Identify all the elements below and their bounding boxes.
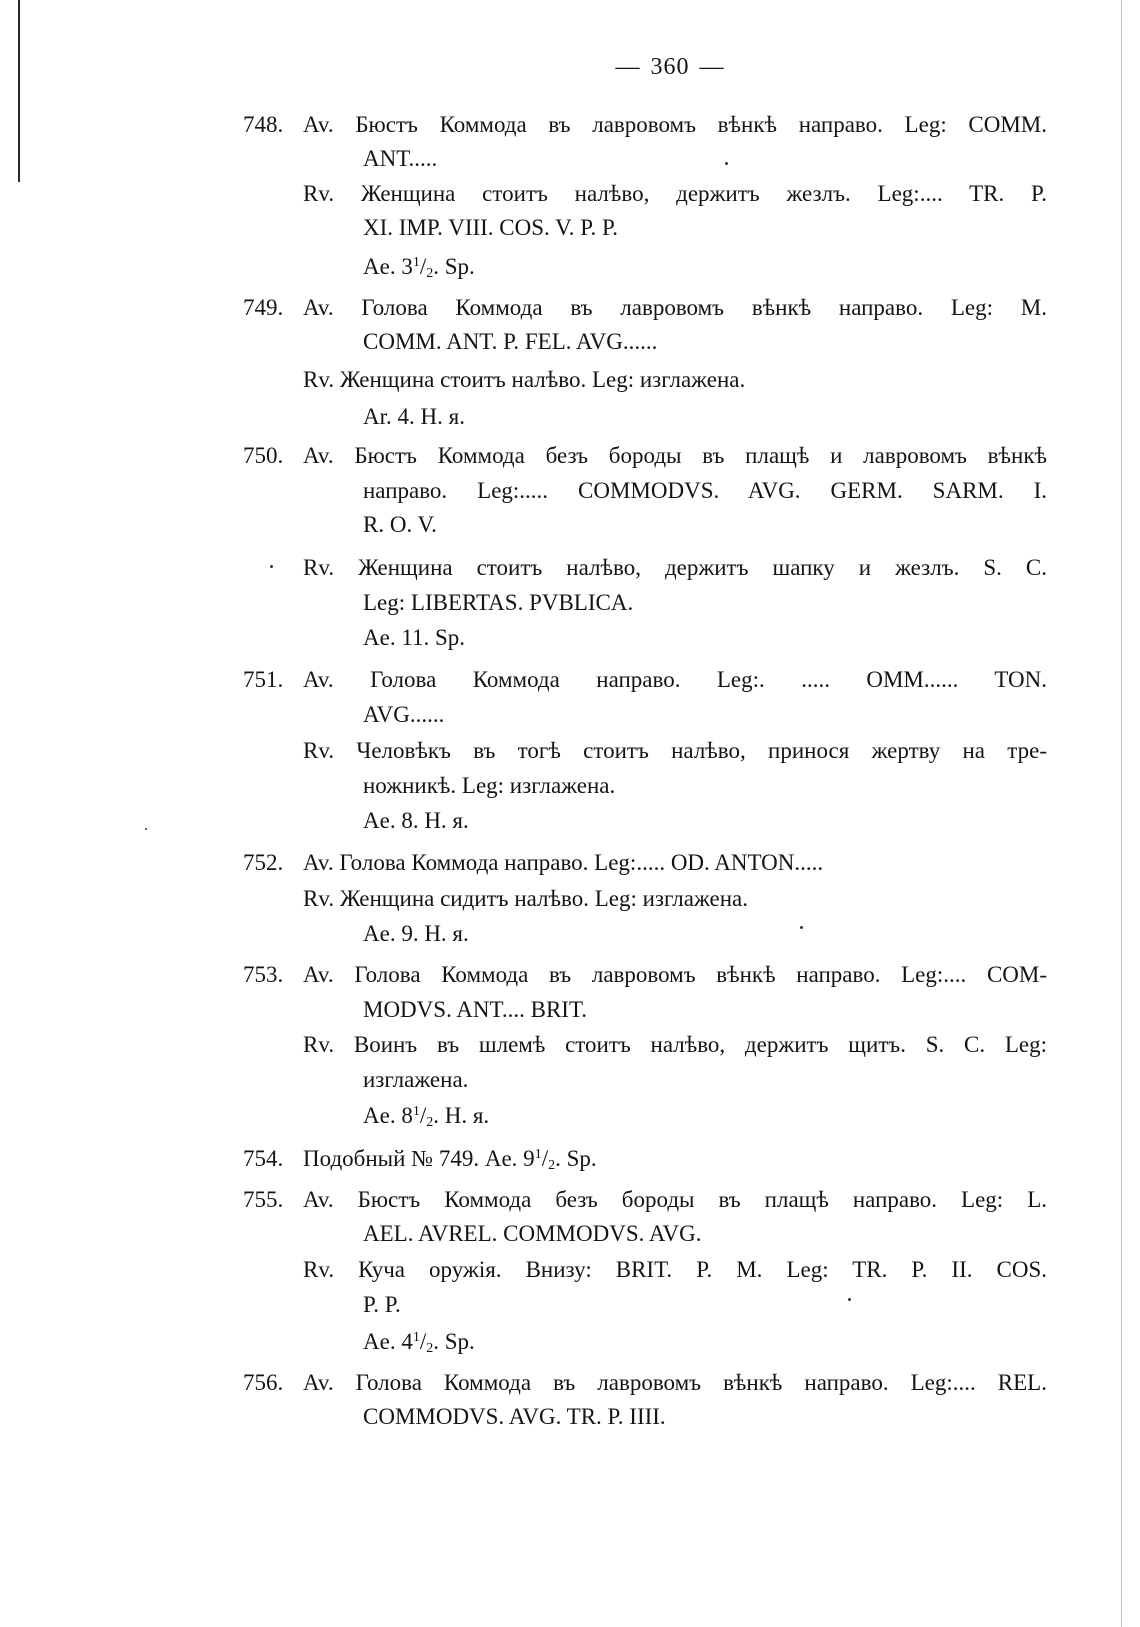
meta-suffix: . H. я. <box>433 1103 490 1128</box>
scan-speck <box>270 565 273 568</box>
reverse-line: Rv. Женщина стоитъ налѣво, держитъ жезлъ. Leg:.... TR. P. <box>303 181 1047 206</box>
meta-suffix: . Sp. <box>555 1146 597 1171</box>
fraction-denominator: 2 <box>426 1341 434 1356</box>
reverse-line: Rv. Человѣкъ въ тогѣ стоитъ налѣво, принося жертву на тре- <box>303 738 1047 763</box>
fraction-denominator: 2 <box>548 1158 556 1173</box>
scan-speck <box>800 926 803 929</box>
obverse-continuation: COMMODVS. AVG. TR. P. IIII. <box>363 1404 666 1429</box>
obverse-line: Av. Бюстъ Коммода въ лавровомъ вѣнкѣ направо. Leg: COMM. <box>303 112 1047 137</box>
scan-speck <box>848 1298 851 1301</box>
meta-suffix: . Sp. <box>433 1329 475 1354</box>
meta-prefix: Ae. 3 <box>363 254 413 279</box>
entry-text <box>303 1144 597 1178</box>
entry-number: 752. <box>243 850 284 875</box>
fraction-numerator: 1 <box>412 1104 420 1119</box>
reverse-line: Rv. Куча оружія. Внизу: BRIT. P. M. Leg: TR. P. II. COS. <box>303 1257 1047 1282</box>
coin-metadata <box>363 1101 489 1135</box>
obverse-continuation: R. O. V. <box>363 512 437 537</box>
obverse-line: Av. Голова Коммода въ лавровомъ вѣнкѣ направо. Leg:.... REL. <box>303 1370 1047 1395</box>
entry-number: 750. <box>243 443 284 468</box>
reverse-continuation: Leg: LIBERTAS. PVBLICA. <box>363 590 634 615</box>
meta-prefix: Ae. 4 <box>363 1329 413 1354</box>
obverse-line: Av. Голова Коммода въ лавровомъ вѣнкѣ направо. Leg: M. <box>303 295 1047 320</box>
meta-suffix: . Sp. <box>433 254 475 279</box>
obverse-continuation: MODVS. ANT.... BRIT. <box>363 997 588 1022</box>
coin-metadata: Ar. 4. H. я. <box>363 404 465 429</box>
meta-prefix: Подобный № 749. Ae. 9 <box>303 1146 535 1171</box>
entry-number: 749. <box>243 295 284 320</box>
coin-metadata: Ae. 11. Sp. <box>363 625 466 650</box>
scan-speck <box>145 828 147 830</box>
obverse-line: Av. Голова Коммода направо. Leg:. ..... OMM...... TON. <box>303 667 1047 692</box>
fraction-numerator: 1 <box>412 255 420 270</box>
entry-number: 748. <box>243 112 284 137</box>
obverse-continuation: AEL. AVREL. COMMODVS. AVG. <box>363 1221 702 1246</box>
fraction-denominator: 2 <box>426 1115 434 1130</box>
obverse-line: Av. Голова Коммода направо. Leg:..... OD. ANTON..... <box>303 850 824 875</box>
entry-number: 753. <box>243 962 284 987</box>
reverse-line: Rv. Женщина сидитъ налѣво. Leg: изглажена. <box>303 886 749 911</box>
coin-metadata <box>363 1327 475 1361</box>
coin-metadata: Ae. 9. H. я. <box>363 921 469 946</box>
reverse-line: Rv. Женщина стоитъ налѣво. Leg: изглажена. <box>303 367 746 392</box>
obverse-line: Av. Бюстъ Коммода безъ бороды въ плащѣ направо. Leg: L. <box>303 1187 1047 1212</box>
right-edge-rule <box>1121 0 1122 1627</box>
reverse-continuation: XI. IMP. VIII. COS. V. P. P. <box>363 215 618 240</box>
fraction-slash: / <box>419 254 427 279</box>
fraction-slash: / <box>419 1329 427 1354</box>
reverse-continuation: ножникѣ. Leg: изглажена. <box>363 773 616 798</box>
obverse-continuation: AVG...... <box>363 702 445 727</box>
page-number: — 360 — <box>615 54 725 80</box>
fraction-denominator: 2 <box>426 266 434 281</box>
coin-metadata <box>363 252 475 286</box>
scan-speck <box>725 162 728 165</box>
entry-number: 751. <box>243 667 284 692</box>
fraction-slash: / <box>419 1103 427 1128</box>
entry-number: 755. <box>243 1187 284 1212</box>
coin-metadata: Ae. 8. H. я. <box>363 808 469 833</box>
obverse-line: Av. Голова Коммода въ лавровомъ вѣнкѣ направо. Leg:.... COM- <box>303 962 1047 987</box>
entry-number: 754. <box>243 1146 284 1171</box>
fraction-slash: / <box>541 1146 549 1171</box>
fraction-numerator: 1 <box>412 1330 420 1345</box>
meta-prefix: Ae. 8 <box>363 1103 413 1128</box>
fraction-numerator: 1 <box>534 1147 542 1162</box>
left-margin-rule <box>18 0 20 182</box>
entry-number: 756. <box>243 1370 284 1395</box>
obverse-continuation: COMM. ANT. P. FEL. AVG...... <box>363 329 658 354</box>
obverse-continuation: ANT..... <box>363 146 438 171</box>
reverse-continuation: P. P. <box>363 1292 401 1317</box>
obverse-line: Av. Бюстъ Коммода безъ бороды въ плащѣ и лавровомъ вѣнкѣ <box>303 443 1047 468</box>
obverse-continuation: направо. Leg:..... COMMODVS. AVG. GERM. SARM. I. <box>363 478 1047 503</box>
reverse-continuation: изглажена. <box>363 1067 469 1092</box>
reverse-line: Rv. Воинъ въ шлемѣ стоитъ налѣво, держитъ щитъ. S. C. Leg: <box>303 1032 1047 1057</box>
reverse-line: Rv. Женщина стоитъ налѣво, держитъ шапку и жезлъ. S. C. <box>303 555 1047 580</box>
